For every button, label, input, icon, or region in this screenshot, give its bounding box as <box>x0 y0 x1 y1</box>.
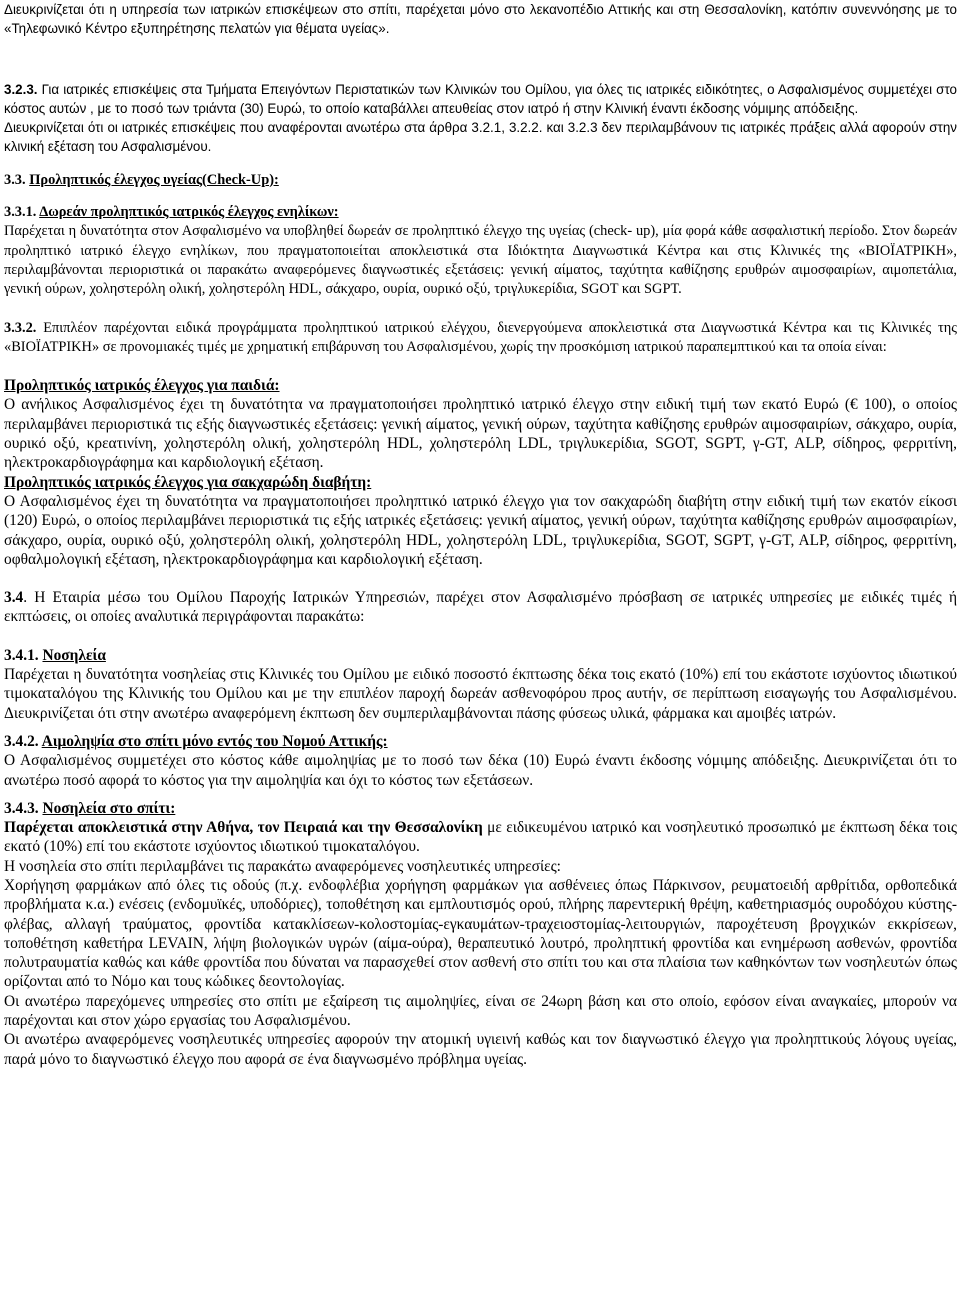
paragraph <box>4 588 957 627</box>
paragraph <box>4 80 957 119</box>
paragraph <box>4 118 957 157</box>
paragraph-text: Παρέχεται η δυνατότητα νοσηλείας στις Κλινικές του Ομίλου με ειδικό ποσοστό έκπτωσης δέκα τοις εκατό (10%) επί του εκάστοτε ισχύοντος ιδιωτικού τιμοκαταλόγου της Κλινικής του Ομίλου και με την επιπλέον παροχή δωρεάν ασθενοφόρου προς αυτήν, σε περίπτωση εισαγωγής του Ασφαλισμένου. Διευκρινίζεται ότι στην ανωτέρω αναφερόμενη έκπτωση δεν συμπεριλαμβάνονται πάσης φύσεως υλικά, φάρμακα και αμοιβές ιατρών. <box>4 666 957 722</box>
paragraph-text: Παρέχεται η δυνατότητα στον Ασφαλισμένο να υποβληθεί δωρεάν σε προληπτικό έλεγχο της υγείας (check- up), μία φορά κάθε ασφαλιστική περίοδο. Στον δωρεάν προληπτικό ιατρικό έλεγχο ενηλίκων, που πραγματοποιείται αποκλειστικά στα Ιδιόκτητα Διαγνωστικά Κέντρα και στις Κλινικές της «ΒΙΟΪΑΤΡΙΚΗ», περιλαμβάνονται περιοριστικά οι παρακάτω αναφερόμενες διαγνωστικές εξετάσεις: γενική αίματος, ταχύτητα καθίζησης ερυθρών αιμοσφαιρίων, αιμοπετάλια, γενική ούρων, χοληστερόλη ολική, χοληστερόλη HDL, σάκχαρο, ουρία, ουρικό οξύ, τριγλυκερίδια, SGOT και SGPT. <box>4 223 957 298</box>
section-number: 3.3.2. <box>4 319 37 336</box>
paragraph <box>4 203 957 222</box>
paragraph-text: Οι ανωτέρω παρεχόμενες υπηρεσίες στο σπίτι με εξαίρεση τις αιμοληψίες, είναι σε 24ωρη βάση και στο οποίο, εφόσον είναι αναγκαίες, μπορούν να παρέχονται και στον χώρο εργασίας του Ασφαλισμένου. <box>4 992 957 1030</box>
section-number: 3.4.3. <box>4 799 43 817</box>
paragraph <box>4 222 957 299</box>
paragraph-text: Χορήγηση φαρμάκων από όλες τις οδούς (π.χ. ενδοφλέβια χορήγηση φαρμάκων για ασθένειες όπως Πάρκινσον, ρευματοειδή αρθρίτιδα, ορθοπεδικά προβλήματα κ.α.) ενέσεις (ενδομυϊκές, υποδόριες), τοποθέτηση και εμπλουτισμός ορού, πλήρης παρεντερική θρέψη, καθετηριασμός ουροδόχου κύστης-φλέβας, αλλαγή τραύματος, φροντίδα κατακλίσεων-κολοστομίας-εγκαυμάτων-τραχειοστομίας-λειτουργιών, παροχέτευση βρογχικών εκκρίσεων, τοποθέτηση καθετήρα LEVAIN, λήψη βιολογικών υγρών (αίμα-ούρα), θεραπευτικό λουτρό, προληπτική φροντίδα και ενημέρωση ασθενών, φροντίδα πολυτραυματία καθώς και κάθε φροντίδα που δύναται να παρασχεθεί στον ασθενή στο σπίτι του και στα πλαίσια των καθηκόντων των νοσηλευτών όπως ορίζονται από το Νόμο και τους κώδικες δεοντολογίας. <box>4 876 957 991</box>
paragraph-text: Επιπλέον παρέχονται ειδικά προγράμματα προληπτικού ιατρικού ελέγχου, διενεργούμενα αποκλειστικά στα Διαγνωστικά Κέντρα και τις Κλινικές της «ΒΙΟΪΑΤΡΙΚΗ» σε προνομιακές τιμές με χρηματική επιβάρυνση του Ασφαλισμένου, χωρίς την προσκόμιση ιατρικού παραπεμπτικού και τα οποία είναι: <box>4 319 957 355</box>
paragraph <box>4 818 957 857</box>
section-heading: Νοσηλεία <box>42 646 106 664</box>
paragraph <box>4 0 957 39</box>
paragraph <box>4 732 957 751</box>
section-heading: Αιμοληψία στο σπίτι μόνο εντός του Νομού Αττικής: <box>41 732 388 750</box>
paragraph-text: με ειδικευμένου ιατρικό και νοσηλευτικό προσωπικό με έκπτωση δέκα τοις εκατό (10%) επί του εκάστοτε ισχύοντος ιδιωτικού τιμοκαταλόγου. <box>4 819 957 856</box>
section-heading: Νοσηλεία στο σπίτι: <box>42 799 176 817</box>
paragraph-text: Οι ανωτέρω αναφερόμενες νοσηλευτικές υπηρεσίες αφορούν την ατομική υγιεινή καθώς και τον διαγνωστικό έλεγχο για προληπτικούς λόγους υγείας, παρά μόνο το διαγνωστικό έλεγχο που αφορά σε ένα διαγνωσμένο πρόβλημα υγείας. <box>4 1031 957 1068</box>
paragraph <box>4 799 957 818</box>
paragraph <box>4 857 957 876</box>
section-heading: Προληπτικός έλεγχος υγείας(Check-Up): <box>29 171 279 188</box>
paragraph <box>4 646 957 665</box>
section-number: 3.4.1. <box>4 646 43 664</box>
paragraph <box>4 492 957 569</box>
paragraph <box>4 1030 957 1069</box>
section-heading: Προληπτικός ιατρικός έλεγχος για σακχαρώδη διαβήτη: <box>4 473 372 491</box>
paragraph <box>4 376 957 395</box>
paragraph-text: Ο Ασφαλισμένος συμμετέχει στο κόστος κάθε αιμοληψίας με το ποσό των δέκα (10) Ευρώ έναντι έκδοσης νόμιμης απόδειξης. Διευκρινίζεται ότι το ανωτέρω ποσό αφορά το κόστος για την αιμοληψία και όχι το κόστος των εξετάσεων. <box>4 752 957 789</box>
paragraph-text: Διευκρινίζεται ότι η υπηρεσία των ιατρικών επισκέψεων στο σπίτι, παρέχεται μόνο στο λεκανοπέδιο Αττικής και στη Θεσσαλονίκη, κατόπιν συνεννόησης με το «Τηλεφωνικό Κέντρο εξυπηρέτησης πελατών για θέματα υγείας». <box>4 2 957 37</box>
section-number: 3.4 <box>4 589 24 607</box>
paragraph-text: Για ιατρικές επισκέψεις στα Τμήματα Επειγόντων Περιστατικών των Κλινικών του Ομίλου, για όλες τις ιατρικές ειδικότητες, ο Ασφαλισμένος συμμετέχει στο κόστος αυτών , με το ποσό των τριάντα (30) Ευρώ, το οποίο καταβάλλει απευθείας στον ιατρό ή στην Κλινική έναντι έκδοσης νόμιμης απόδειξης. <box>4 81 957 116</box>
paragraph-text: Ο ανήλικος Ασφαλισμένος έχει τη δυνατότητα να πραγματοποιήσει προληπτικό ιατρικό έλεγχο στην ειδική τιμή των εκατό Ευρώ (€ 100), ο οποίος περιλαμβάνει περιοριστικά τις εξής διαγνωστικές εξετάσεις: γενική αίματος, γενική ούρων, ταχύτητα καθίζησης ερυθρών αιμοσφαιρίων, σάκχαρο, ουρία, ουρικό οξύ, κρεατινίνη, χοληστερόλη ολική, χοληστερόλη HDL, χοληστερόλη LDL, τριγλυκερίδια, SGOT, SGPT, γ-GT, ALP, σίδηρος, φερριτίνη, ηλεκτροκαρδιογράφημα και καρδιολογική εξέταση. <box>4 396 957 472</box>
paragraph <box>4 395 957 472</box>
paragraph <box>4 876 957 992</box>
paragraph <box>4 992 957 1031</box>
section-number: 3.4.2. <box>4 732 42 750</box>
paragraph-text: . Η Εταιρία μέσω του Ομίλου Παροχής Ιατρικών Υπηρεσιών, παρέχει στον Ασφαλισμένο πρόσβαση σε ιατρικές υπηρεσίες με ειδικές τιμές ή εκπτώσεις, οι οποίες αναλυτικά περιγράφονται παρακάτω: <box>4 589 957 626</box>
section-number: 3.3. <box>4 171 30 188</box>
section-number: Παρέχεται αποκλειστικά στην Αθήνα, τον Πειραιά και την Θεσσαλονίκη <box>4 819 483 837</box>
section-number: 3.3.1. <box>4 204 40 221</box>
paragraph <box>4 473 957 492</box>
paragraph <box>4 665 957 723</box>
section-heading: Δωρεάν προληπτικός ιατρικός έλεγχος ενηλίκων: <box>39 204 339 221</box>
section-number: 3.2.3. <box>4 81 38 97</box>
paragraph-text: Ο Ασφαλισμένος έχει τη δυνατότητα να πραγματοποιήσει προληπτικό ιατρικό έλεγχο για τον σακχαρώδη διαβήτη στην ειδική τιμή των εκατόν είκοσι (120) Ευρώ, ο οποίος περιλαμβάνει περιοριστικά τις εξής ιατρικές εξετάσεις: γενική αίματος, γενική ούρων, ταχύτητα καθίζησης ερυθρών αιμοσφαιρίων, σάκχαρο, ουρία, ουρικό οξύ, χοληστερόλη ολική, χοληστερόλη HDL, χοληστερόλη LDL, τριγλυκερίδια, SGOT, SGPT, γ-GT, ALP, σίδηρος, φερριτίνη, οφθαλμολογική εξέταση, ηλεκτροκαρδιογράφημα και καρδιολογική εξέταση. <box>4 492 957 568</box>
paragraph <box>4 751 957 790</box>
section-heading: Προληπτικός ιατρικός έλεγχος για παιδιά: <box>4 377 280 395</box>
paragraph <box>4 171 957 190</box>
paragraph-text: Διευκρινίζεται ότι οι ιατρικές επισκέψεις που αναφέρονται ανωτέρω στα άρθρα 3.2.1, 3.2.2. και 3.2.3 δεν περιλαμβάνουν τις ιατρικές πράξεις αλλά αφορούν στην κλινική εξέταση του Ασφαλισμένου. <box>4 120 957 155</box>
paragraph-text: Η νοσηλεία στο σπίτι περιλαμβάνει τις παρακάτω αναφερόμενες νοσηλευτικές υπηρεσίες: <box>4 857 561 875</box>
paragraph <box>4 319 957 358</box>
